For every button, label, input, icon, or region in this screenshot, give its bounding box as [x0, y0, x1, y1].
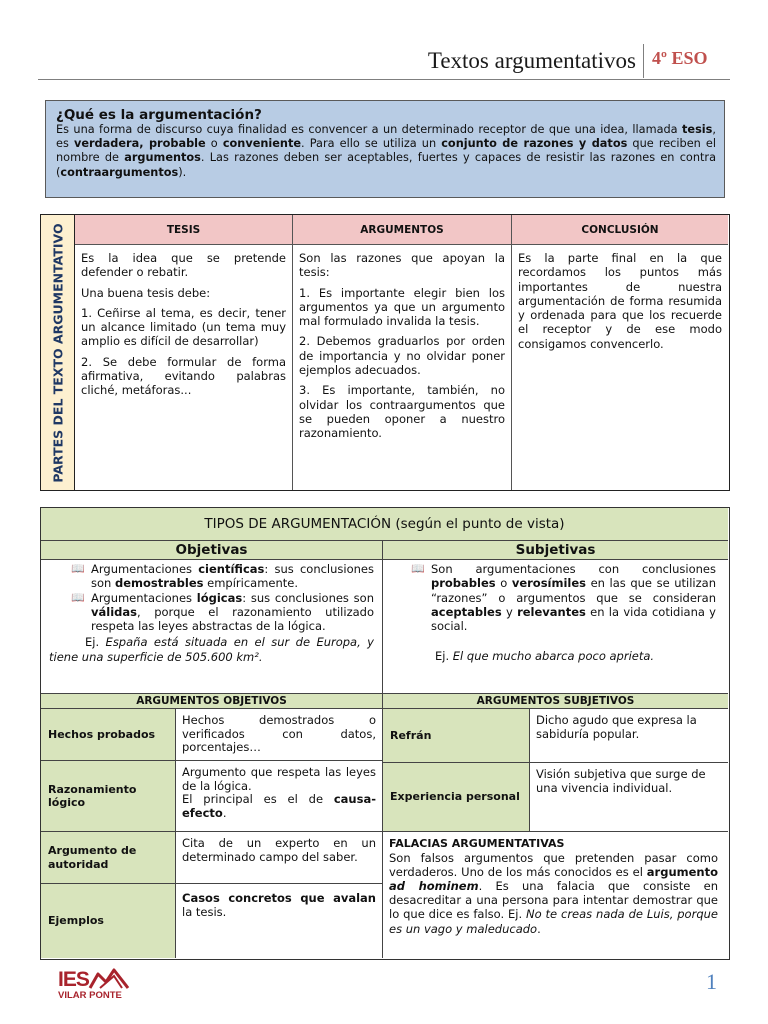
argumentos-paragraph: Son las razones que apoyan la tesis:	[299, 251, 505, 280]
subjetivas-text: Son argumentaciones con conclusiones	[431, 562, 716, 576]
objetivas-bold: válidas	[91, 604, 137, 619]
tesis-paragraph: Una buena tesis debe:	[81, 285, 211, 300]
hechos-desc: Hechos demostrados o verificados con datos, porcentajes…	[176, 709, 383, 761]
page-number: 1	[706, 969, 717, 994]
intro-bold-term: conveniente	[222, 137, 302, 151]
book-icon: 📖	[71, 590, 85, 604]
intro-text-part: Es una forma de discurso cuya finalidad es convencer a un determinado receptor de que una idea, llamada	[56, 123, 683, 136]
book-icon: 📖	[71, 562, 85, 575]
tesis-header: TESIS	[75, 215, 292, 245]
argumentos-header: ARGUMENTOS	[293, 215, 511, 245]
intro-text-part: , es	[56, 123, 716, 151]
subjetivas-content	[383, 560, 728, 694]
objetivas-text: : sus conclusiones son	[91, 562, 374, 591]
razonamiento-label: Razonamiento lógico	[41, 761, 176, 832]
argumentos-paragraph: 2. Debemos graduarlos por orden de importancia y no olvidar poner ejemplos adecuados.	[299, 334, 505, 378]
tesis-paragraph: 1. Ceñirse al tema, es decir, tener un alcance limitado (un tema muy amplio es difícil de desarrollar)	[81, 305, 286, 349]
falacias-text-part: .	[537, 921, 541, 936]
tesis-column	[75, 215, 292, 490]
subjetivas-bullet	[411, 562, 716, 633]
argumentos-body	[293, 245, 511, 441]
types-table	[40, 507, 730, 960]
ejemplos-desc	[176, 884, 383, 958]
razonamiento-bold: causa-efecto	[182, 792, 376, 820]
parts-table	[40, 214, 730, 491]
intro-bold-term: contraargumentos	[60, 165, 179, 179]
objetivas-bold: demostrables	[114, 576, 204, 591]
intro-bold-term: verdadera, probable	[73, 137, 206, 151]
example-label: Ej.	[435, 649, 453, 664]
intro-text-part: ).	[178, 165, 187, 179]
subjetivas-bold: verosímiles	[511, 576, 586, 591]
logo-ies-text: IES	[58, 968, 89, 991]
subjetivas-bold: aceptables	[431, 604, 502, 619]
header-level: 4º ESO	[652, 48, 708, 68]
ejemplos-label: Ejemplos	[41, 884, 176, 958]
page-header	[38, 38, 730, 80]
intro-bold-term: conjunto de razones y datos	[441, 137, 628, 151]
subjetivas-text: o	[495, 576, 512, 591]
objetivas-header: Objetivas	[41, 541, 383, 560]
intro-bold-term: tesis	[682, 123, 713, 136]
experiencia-label: Experiencia personal	[383, 763, 530, 832]
falacias-title: FALACIAS ARGUMENTATIVAS	[389, 837, 565, 850]
falacias-text-part: . Es una falacia que consiste en desacreditar a una persona para intentar demostrar que lo que dice es falso. Ej.	[389, 879, 719, 922]
objetivas-content	[41, 560, 383, 694]
razonamiento-text: .	[222, 805, 227, 820]
types-title: TIPOS DE ARGUMENTACIÓN (según el punto de vista)	[41, 508, 728, 541]
objetivas-example	[49, 635, 374, 664]
argumentos-paragraph: 1. Es importante elegir bien los argumentos ya que un argumento mal formulado invalida la tesis.	[299, 285, 505, 329]
objetivas-text: empíricamente.	[203, 576, 299, 591]
subjetivas-header: Subjetivas	[383, 541, 728, 560]
argumentos-column	[292, 215, 511, 490]
falacias-bold: argumento	[646, 865, 718, 880]
intro-box	[45, 100, 725, 198]
refran-desc: Dicho agudo que expresa la sabiduría popular.	[530, 709, 728, 763]
header-title: Textos argumentativos	[427, 48, 636, 73]
ejemplos-text: la tesis.	[182, 904, 227, 919]
razonamiento-text: Argumento que respeta las leyes de la lógica.	[182, 765, 376, 793]
header-separator	[643, 44, 645, 78]
conclusion-column	[511, 215, 728, 490]
tesis-paragraph: 2. Se debe formular de forma afirmativa, evitando palabras cliché, metáforas...	[81, 354, 286, 398]
objetivas-bold: científicas	[198, 562, 265, 576]
book-icon: 📖	[411, 562, 425, 575]
school-logo	[58, 966, 133, 1006]
intro-text-part: . Para ello se utiliza un	[301, 137, 442, 151]
hechos-label: Hechos probados	[41, 709, 176, 761]
conclusion-paragraph: Es la parte final en la que recordamos los puntos más importantes de nuestra argumentación de forma resumida y ordenada para que los recuerde el receptor y de ese modo consigamos convencerlo.	[518, 251, 722, 351]
objetivas-bullet	[71, 591, 374, 634]
autoridad-desc: Cita de un experto en un determinado campo del saber.	[176, 832, 383, 884]
objetivas-bullet	[71, 562, 374, 591]
logo-school-name: VILAR PONTE	[58, 990, 122, 1001]
falacias-text-part: Son falsos argumentos que pretenden pasar como verdaderos. Uno de los más conocidos es el	[389, 851, 718, 880]
example-label: Ej.	[85, 635, 106, 650]
falacias-italic: No te creas nada de Luis, porque es un vago y maleducado	[389, 907, 718, 936]
subjetivas-text: en la vida cotidiana y social.	[431, 604, 716, 634]
subjetivas-text: y	[501, 604, 518, 619]
objetivas-text: , porque el razonamiento utilizado respeta las leyes abstractas de la lógica.	[91, 604, 374, 634]
objetivas-text: : sus conclusiones son	[242, 590, 374, 605]
falacias-text	[389, 851, 718, 936]
parts-side-column	[41, 215, 75, 490]
args-subjetivos-header: ARGUMENTOS SUBJETIVOS	[383, 694, 728, 709]
objetivas-text: Argumentaciones	[91, 562, 199, 576]
argumentos-paragraph: 3. Es importante, también, no olvidar los contraargumentos que se pueden oponer a nuestro razonamiento.	[299, 383, 505, 441]
tesis-body	[75, 245, 292, 398]
intro-text-part: o	[205, 137, 223, 151]
logo-emblem-icon	[88, 966, 130, 990]
intro-text	[56, 123, 716, 180]
example-text: España está situada en el sur de Europa, y tiene una superficie de 505.600 km².	[49, 635, 374, 664]
razonamiento-text: El principal es el de	[182, 792, 334, 807]
autoridad-label: Argumento de autoridad	[41, 832, 176, 884]
subjetivas-text: en las que se utilizan “razones” o argumentos que se consideran	[431, 576, 716, 605]
experiencia-desc: Visión subjetiva que surge de una vivencia individual.	[530, 763, 728, 832]
ejemplos-bold: Casos concretos que avalan	[182, 891, 376, 905]
subjetivas-bold: probables	[431, 576, 496, 591]
subjetivas-example	[391, 649, 716, 663]
razonamiento-desc	[176, 761, 383, 832]
parts-side-label: PARTES DEL TEXTO ARGUMENTATIVO	[50, 223, 66, 483]
args-objetivos-header: ARGUMENTOS OBJETIVOS	[41, 694, 383, 709]
objetivas-text: Argumentaciones	[91, 590, 197, 605]
falacias-bold-italic: ad hominem	[389, 879, 479, 894]
conclusion-header: CONCLUSIÓN	[512, 215, 728, 245]
intro-text-part: que reciben el nombre de	[56, 137, 716, 165]
refran-label: Refrán	[383, 709, 530, 763]
tesis-paragraph: Es la idea que se pretende defender o rebatir.	[81, 251, 286, 280]
intro-title: ¿Qué es la argumentación?	[56, 107, 262, 123]
intro-text-part: . Las razones deben ser aceptables, fuertes y capaces de resistir las razones en contra (	[56, 151, 716, 179]
objetivas-bold: lógicas	[196, 590, 243, 605]
falacias-box	[383, 832, 728, 958]
conclusion-body	[512, 245, 728, 351]
subjetivas-bold: relevantes	[517, 604, 586, 619]
example-text: El que mucho abarca poco aprieta.	[452, 649, 655, 664]
intro-bold-term: argumentos	[124, 151, 201, 165]
